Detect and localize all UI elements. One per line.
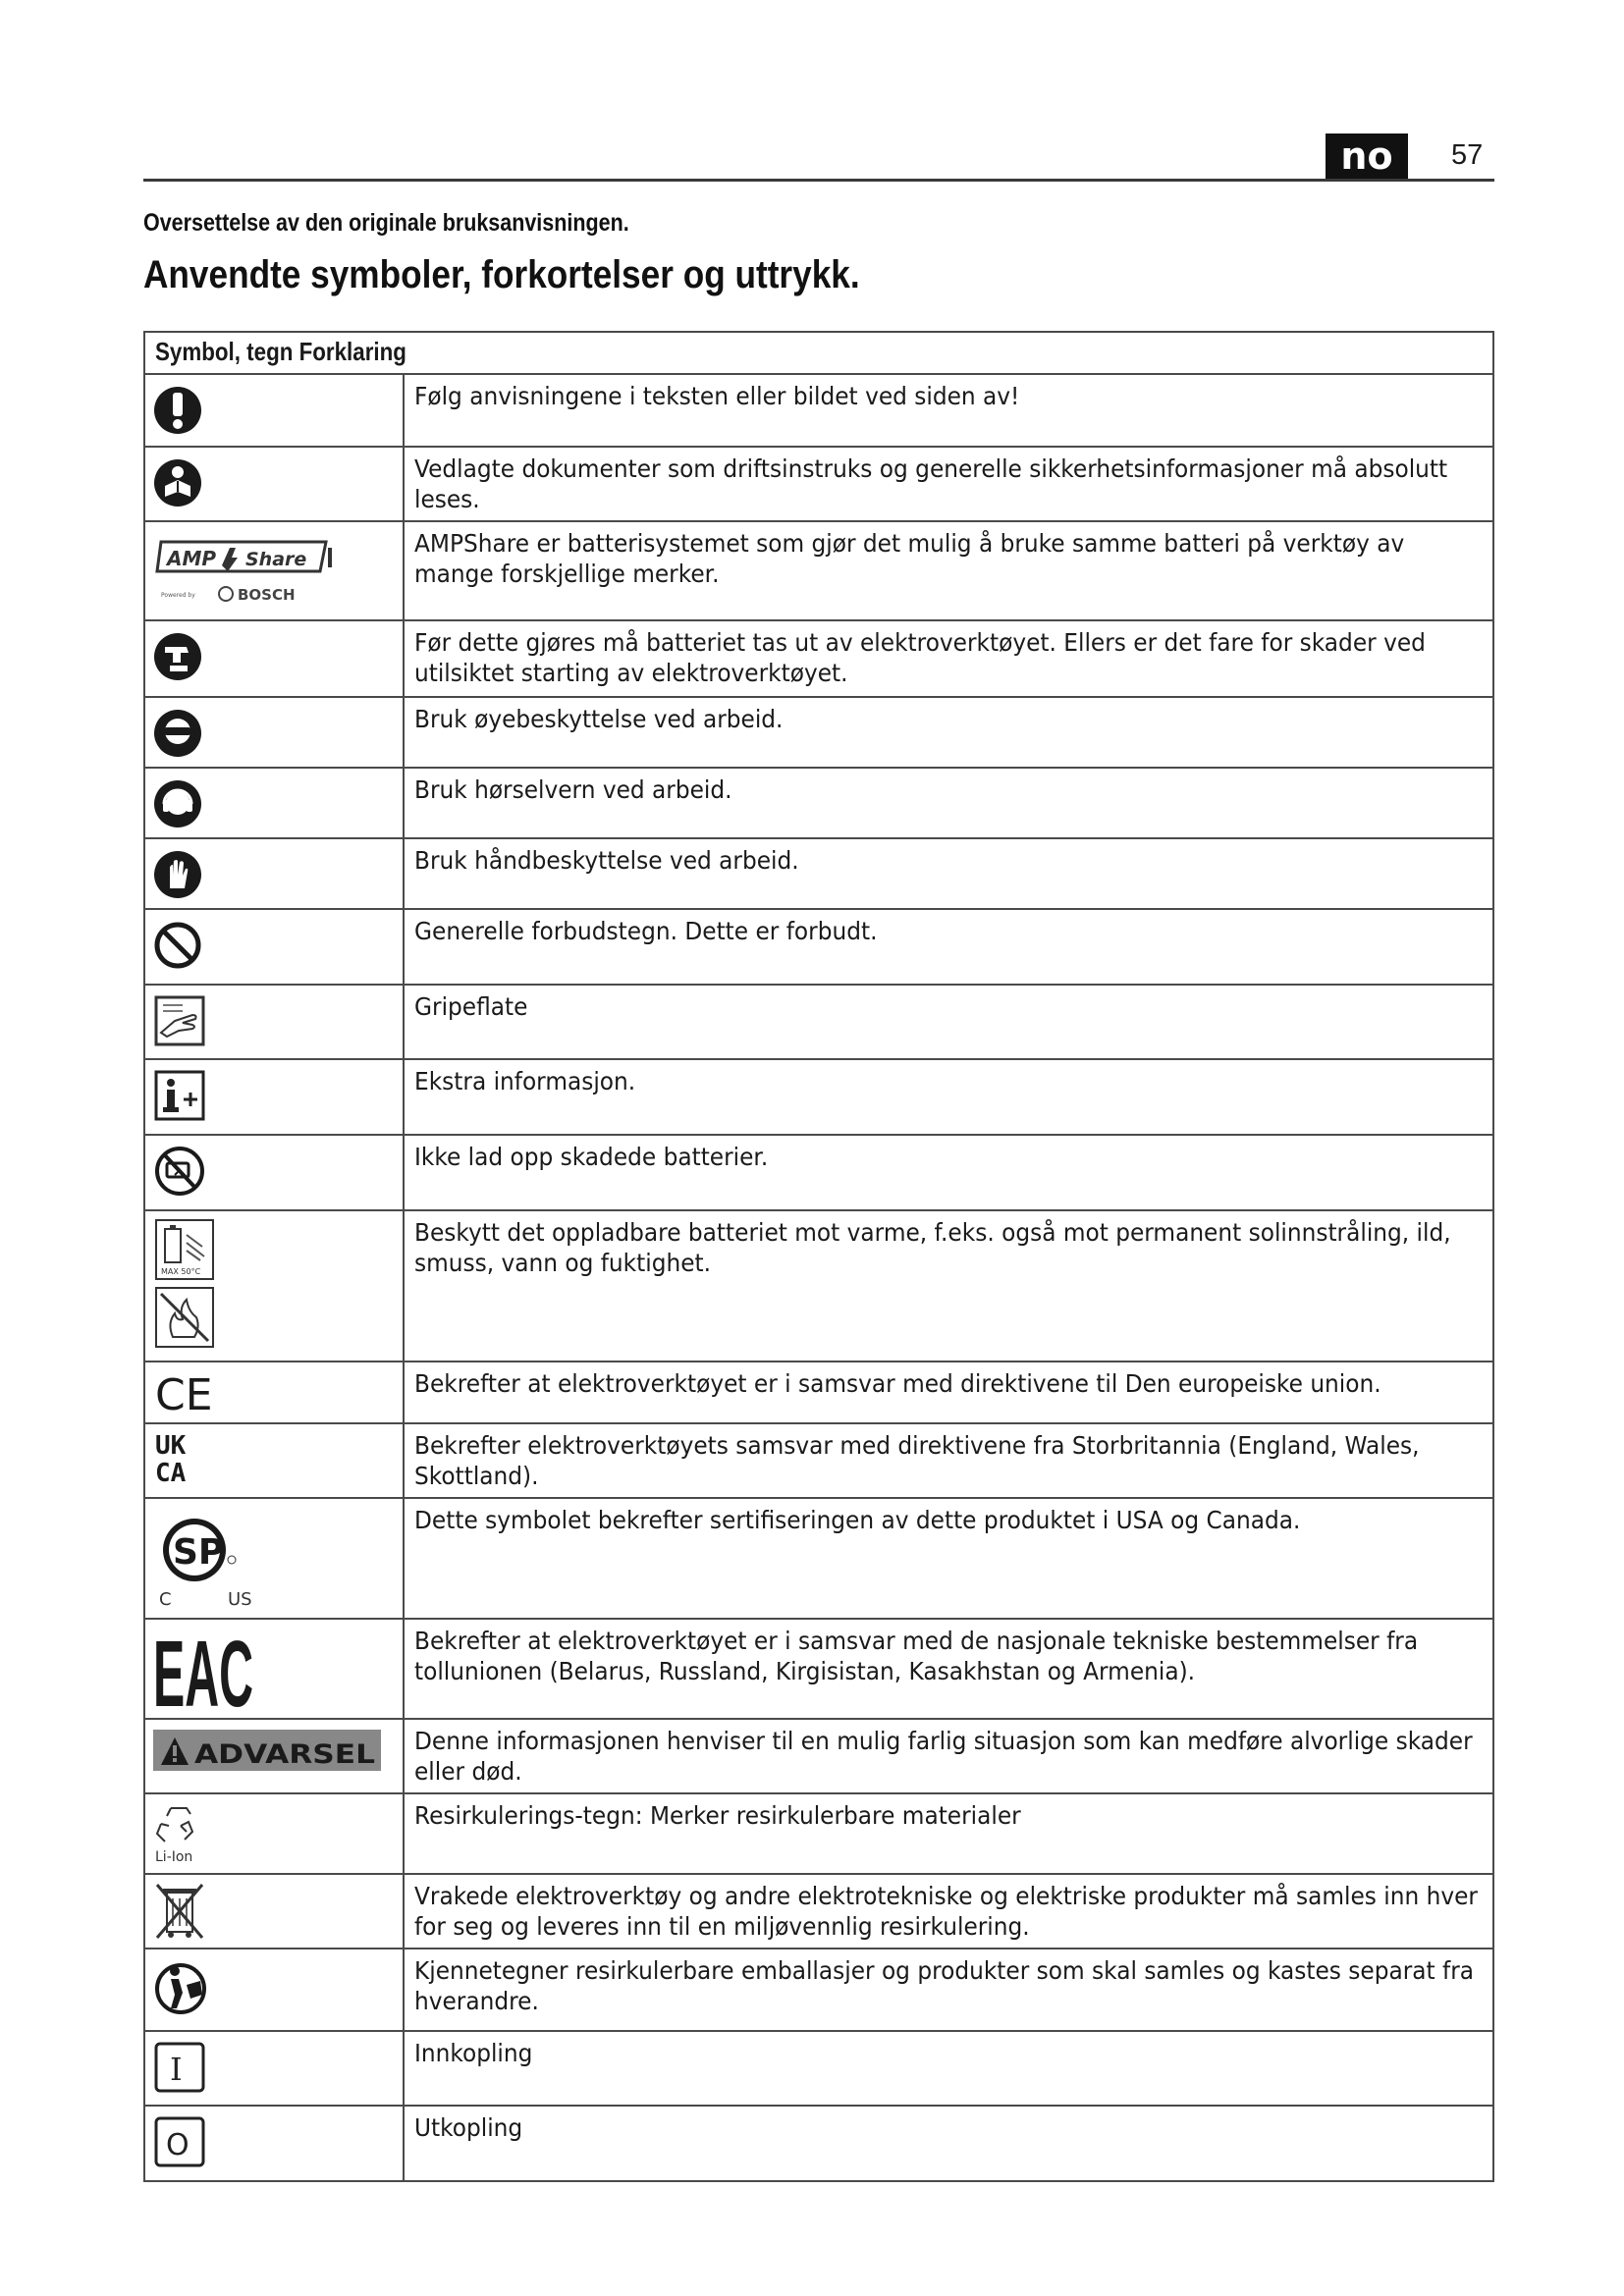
table-row — [144, 374, 1493, 447]
table-row — [144, 1793, 1493, 1874]
row-description: AMPShare er batterisystemet som gjør det mulig å bruke samme batteri på verktøy av mange forskjellige merker. — [414, 529, 1405, 588]
power-on-icon — [153, 2038, 206, 2095]
table-row — [144, 1210, 1493, 1362]
table-row — [144, 697, 1493, 768]
svg-text:Share: Share — [245, 549, 307, 570]
svg-text:EAC: EAC — [153, 1622, 253, 1727]
symbol-table — [143, 331, 1494, 2182]
warning-badge-icon — [153, 1726, 381, 1775]
ce-mark-icon — [153, 1368, 216, 1420]
svg-text:UK: UK — [155, 1431, 187, 1461]
table-row — [144, 1619, 1493, 1719]
table-row — [144, 447, 1493, 521]
grip-surface-icon — [153, 991, 206, 1048]
ampshare-logo — [153, 528, 340, 609]
row-description: Bruk håndbeskyttelse ved arbeid. — [414, 846, 799, 875]
table-header-row — [144, 332, 1493, 374]
row-description: Bekrefter at elektroverktøyet er i samsvar med direktivene til Den europeiske union. — [414, 1369, 1381, 1398]
row-description: Utkopling — [414, 2113, 523, 2142]
svg-text:AMP: AMP — [167, 547, 217, 570]
row-description: Bruk hørselvern ved arbeid. — [414, 775, 732, 804]
row-description: Vrakede elektroverktøy og andre elektrotekniske og elektriske produkter må samles inn hver for seg og leveres inn til en miljøvennlig resirkulering. — [414, 1882, 1478, 1941]
language-badge: no — [1326, 133, 1408, 179]
battery-heat-icon — [153, 1217, 216, 1351]
table-row — [144, 620, 1493, 697]
table-row — [144, 1059, 1493, 1135]
page-title: Anvendte symboler, forkortelser og uttrykk. — [143, 253, 860, 296]
svg-text:CE: CE — [155, 1370, 213, 1420]
table-row — [144, 1362, 1493, 1423]
table-header: Symbol, tegn Forklaring — [144, 332, 1493, 374]
csa-mark-icon — [153, 1505, 271, 1611]
mandatory-action-icon — [153, 381, 202, 438]
row-description: Resirkulerings-tegn: Merker resirkulerbare materialer — [414, 1801, 1021, 1830]
table-row — [144, 1423, 1493, 1498]
row-description: Følg anvisningene i teksten eller bildet ved siden av! — [414, 382, 1020, 410]
svg-text:C: C — [159, 1589, 172, 1610]
no-charge-damaged-battery-icon — [153, 1142, 206, 1199]
table-row — [144, 1498, 1493, 1619]
row-description: Dette symbolet bekrefter sertifiseringen av dette produktet i USA og Canada. — [414, 1506, 1301, 1534]
svg-text:I: I — [170, 2051, 183, 2088]
eye-protection-icon — [153, 704, 202, 761]
table-row — [144, 1949, 1493, 2031]
table-row — [144, 768, 1493, 838]
table-row — [144, 838, 1493, 909]
row-description: Vedlagte dokumenter som driftsinstruks og generelle sikkerhetsinformasjoner må absolutt leses. — [414, 454, 1448, 513]
ukca-mark-icon — [153, 1430, 202, 1487]
table-row — [144, 909, 1493, 985]
svg-text:US: US — [228, 1589, 252, 1610]
row-description: Bekrefter at elektroverktøyet er i samsvar med de nasjonale tekniske bestemmelser fra tollunionen (Belarus, Russland, Kirgisistan, Kasakhstan og Armenia). — [414, 1627, 1419, 1685]
row-description: Før dette gjøres må batteriet tas ut av elektroverktøyet. Ellers er det fare for skader ved utilsiktet starting av elektroverktøyet. — [414, 628, 1426, 687]
eac-mark-icon — [153, 1622, 261, 1727]
header-rule — [143, 179, 1494, 182]
row-description: Generelle forbudstegn. Dette er forbudt. — [414, 917, 878, 945]
table-row — [144, 985, 1493, 1059]
recycling-li-ion-icon — [153, 1800, 212, 1865]
svg-text:Powered by: Powered by — [161, 592, 195, 599]
svg-text:ADVARSEL: ADVARSEL — [194, 1739, 375, 1770]
table-row — [144, 1719, 1493, 1793]
row-description: Gripeflate — [414, 992, 528, 1021]
row-description: Beskytt det oppladbare batteriet mot varme, f.eks. også mot permanent solinnstråling, ild, smuss, vann og fuktighet. — [414, 1218, 1451, 1277]
table-row — [144, 2106, 1493, 2181]
row-description: Ekstra informasjon. — [414, 1067, 636, 1095]
row-description: Bruk øyebeskyttelse ved arbeid. — [414, 705, 784, 733]
separate-collection-icon — [153, 1955, 212, 2020]
crossed-bin-icon — [153, 1881, 206, 1942]
table-row — [144, 521, 1493, 620]
hearing-protection-icon — [153, 774, 202, 831]
table-row — [144, 2031, 1493, 2106]
svg-text:Li-Ion: Li-Ion — [155, 1849, 193, 1865]
document-subtitle: Oversettelse av den originale bruksanvisningen. — [143, 209, 629, 237]
page-number: 57 — [1451, 139, 1484, 171]
prohibition-icon — [153, 916, 202, 973]
row-description: Ikke lad opp skadede batterier. — [414, 1143, 769, 1171]
row-description: Innkopling — [414, 2039, 533, 2067]
table-row — [144, 1135, 1493, 1210]
row-description: Denne informasjonen henviser til en mulig farlig situasjon som kan medføre alvorlige skader eller død. — [414, 1727, 1473, 1786]
svg-text:BOSCH: BOSCH — [238, 586, 296, 604]
svg-text:O: O — [166, 2128, 189, 2163]
svg-text:MAX 50°C: MAX 50°C — [161, 1267, 201, 1276]
info-icon — [153, 1066, 206, 1123]
svg-text:CA: CA — [155, 1459, 187, 1488]
row-description: Kjennetegner resirkulerbare emballasjer og produkter som skal samles og kastes separat fra hverandre. — [414, 1956, 1475, 2015]
power-off-icon — [153, 2112, 206, 2169]
svg-text:SP: SP — [173, 1532, 225, 1573]
table-row — [144, 1874, 1493, 1949]
remove-battery-icon — [153, 627, 202, 684]
read-manual-icon — [153, 454, 202, 510]
hand-protection-icon — [153, 845, 202, 902]
row-description: Bekrefter elektroverktøyets samsvar med direktivene fra Storbritannia (England, Wales, Skottland). — [414, 1431, 1420, 1490]
